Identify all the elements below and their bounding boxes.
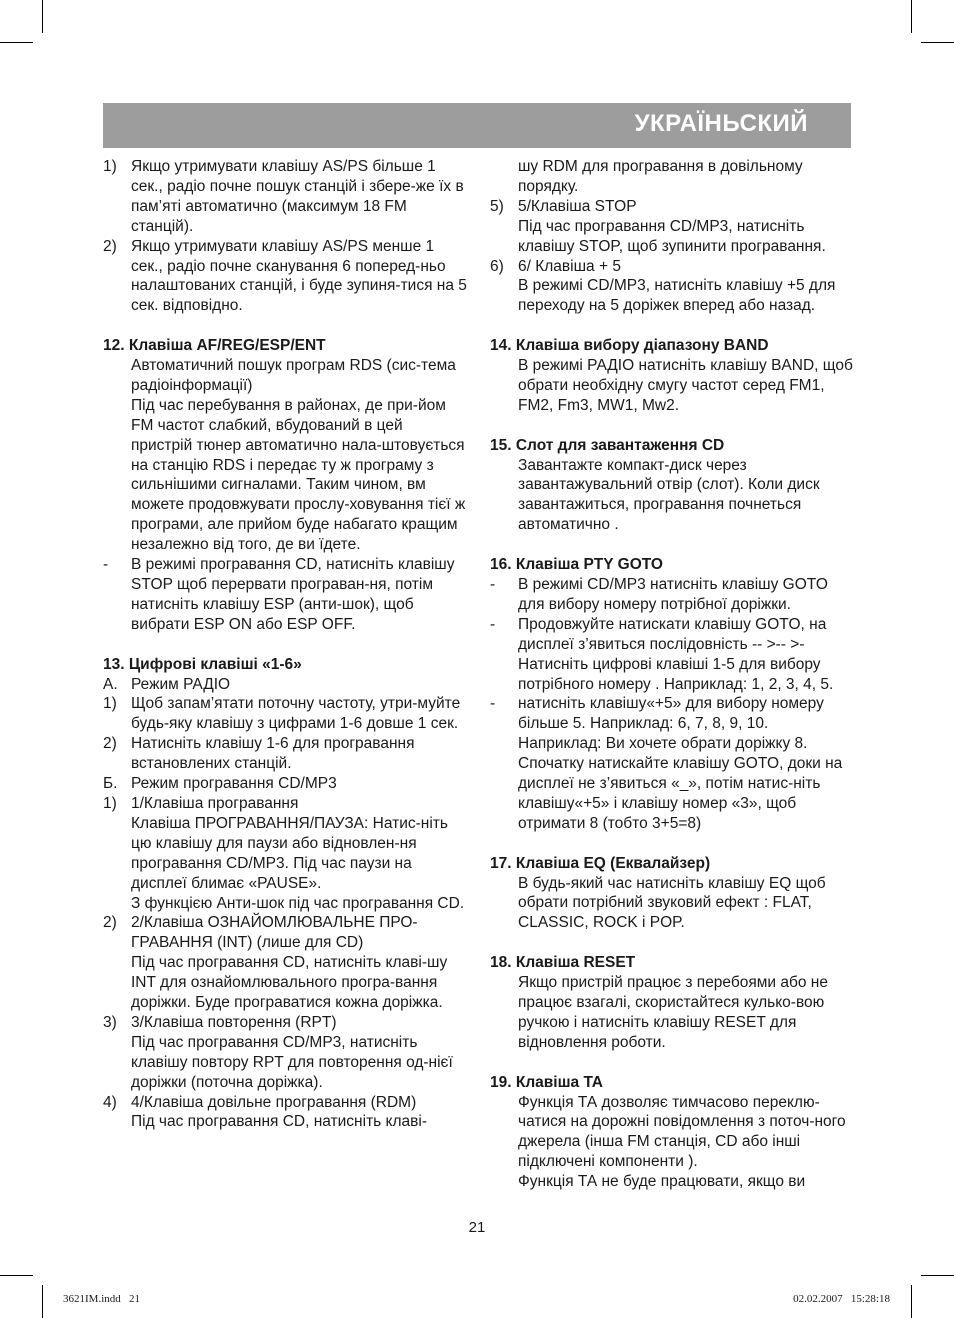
item-text: Клавіша ПРОГРАВАННЯ/ПАУЗА: Натис-ніть цю клавішу для паузи або відновлен-ня програвання CD/MP3. Під час паузи на дисплеї блимає «PAUSE». [131,814,448,892]
list-marker: - [490,615,496,633]
crop-mark [42,0,43,33]
list-marker: 1) [103,695,117,713]
crop-mark [911,1285,912,1318]
paragraph [490,157,854,197]
list-item [103,794,467,814]
list-marker: 1) [103,794,117,812]
list-item [103,157,467,237]
item-text: Функція ТА дозволяє тимчасово переклю-чатися на дорожні повідомлення з поточ-ного джерела (інша FM станція, CD або інші підключені компоненти ). [518,1093,846,1171]
right-column [490,157,854,1192]
list-marker: 2) [103,914,117,932]
item-text: Якщо утримувати клавішу AS/PS більше 1 сек., радіо почне пошук станцій і збере-же їх в пам’яті автоматично (максимум 18 FM станцій). [131,158,464,235]
paragraph [490,217,854,257]
list-item [490,197,854,217]
item-text: Режим програвання CD/MP3 [131,775,337,793]
list-item [103,694,467,734]
item-text: Автоматичний пошук програм RDS (сис-тема радіоінформації) [131,357,456,394]
list-marker: 1) [103,158,117,175]
list-item [490,615,854,695]
paragraph [490,356,854,416]
section-heading: 19. Клавіша TA [490,1073,603,1091]
item-text: 3/Клавіша повторення (RPT) [131,1013,337,1031]
paragraph [490,973,854,1053]
paragraph-gap [490,1053,854,1073]
item-text: Під час програвання CD, натисніть клаві- [131,1113,428,1131]
list-marker: - [490,575,496,593]
list-item [490,257,854,277]
item-text: 4/Клавіша довільне програвання (RDM) [131,1093,417,1111]
item-text: 1/Клавіша програвання [131,794,299,812]
list-marker: Б. [103,775,118,793]
list-marker: 3) [103,1013,117,1031]
list-item [103,237,467,317]
paragraph-gap [490,535,854,555]
item-text: Якщо утримувати клавішу AS/PS менше 1 сек., радіо почне сканування 6 поперед-ньо налаштованих станцій, і буде зупиня-тися на 5 сек. відповідно. [131,237,467,315]
list-marker: - [490,695,496,713]
page-number: 21 [468,1219,486,1236]
section-heading: 15. Слот для завантаження CD [490,436,725,454]
paragraph [490,1172,854,1192]
paragraph-gap [490,933,854,953]
list-item [103,675,467,695]
footer-timestamp: 02.02.2007 15:28:18 [793,1293,890,1305]
item-text: 2/Клавіша ОЗНАЙОМЛЮВАЛЬНЕ ПРО-ГРАВАННЯ (INT) (лише для CD) [131,914,418,952]
list-item [103,734,467,774]
list-marker: А. [103,675,118,693]
list-marker: 2) [103,735,117,753]
list-item [103,555,467,635]
left-column [103,157,467,1132]
list-marker: 6) [490,257,504,275]
item-text: Під час перебування в районах, де при-йом FM частот слабкий, вбудований в цей пристрій тюнер автоматично нала-штовується на станцію RDS і передає ту ж програму з сильнішими сигналами. Таким чином, вм можете продовжувати прослу-ховування тієї ж програми, але прийом буде набагато кращим незалежно від того, де ви їдете. [131,396,466,554]
section-heading: 12. Клавіша AF/REG/ESP/ENT [103,337,326,355]
paragraph [103,814,467,894]
section-heading: 13. Цифрові клавіші «1-6» [103,655,302,673]
item-text: В режимі програвання CD, натисніть клавішу STOP щоб перервати програван-ня, потім натисніть клавішу ESP (анти-шок), щоб вибрати ESP ON або ESP OFF. [131,556,455,633]
item-text: шу RDM для програвання в довільному порядку. [518,158,803,195]
item-text: Завантажте компакт-диск через завантажувальний отвір (слот). Коли диск завантажиться, програвання почнеться автоматично . [518,456,820,534]
crop-mark [921,1275,954,1276]
paragraph-gap [490,834,854,854]
paragraph [103,953,467,1013]
item-text: Якщо пристрій працює з перебоями або не працює взагалі, скористайтеся кулько-вою ручкою і натисніть клавішу RESET для відновлення роботи. [518,974,828,1051]
language-header-bar [103,103,851,148]
footer-file-info: 3621IM.indd 21 [63,1293,140,1305]
list-item [103,1093,467,1113]
paragraph [103,1112,467,1132]
item-text: В режимі РАДІО натисніть клавішу BAND, щоб обрати необхідну смугу частот серед FM1, FM2, Fm3, MW1, Mw2. [518,357,853,414]
crop-mark [911,0,912,33]
crop-mark [921,42,954,43]
item-text: Функція ТА не буде працювати, якщо ви [518,1173,806,1191]
paragraph [103,894,467,914]
item-text: З функцією Анти-шок під час програвання CD. [131,894,465,912]
list-item [490,575,854,615]
crop-mark [42,1285,43,1318]
crop-mark [0,1275,33,1276]
item-text: Режим РАДІО [131,675,231,693]
item-text: натисніть клавішу«+5» для вибору номеру більше 5. Наприклад: 6, 7, 8, 9, 10. Наприклад: Ви хочете обрати доріжку 8. Спочатку натискайте клавішу GOTO, доки на дисплеї не з’явиться «_», потім натис-ніть клавішу«+5» і клавішу номер «3», щоб отримати 8 (тобто 3+5=8) [518,695,843,832]
section-heading: 17. Клавіша EQ (Еквалайзер) [490,854,711,872]
paragraph-gap [490,316,854,336]
paragraph-gap [103,635,467,655]
list-item [103,1013,467,1033]
paragraph-gap [490,416,854,436]
item-text: Щоб запам’ятати поточну частоту, утри-муйте будь-яку клавішу з цифрами 1-6 довше 1 сек. [131,695,461,733]
item-text: Під час програвання CD/MP3, натисніть клавішу повтору RPT для повторення од-нієї доріжки (поточна доріжка). [131,1033,453,1091]
section-heading: 16. Клавіша PTY GOTO [490,556,663,574]
list-marker: - [103,556,109,574]
paragraph [103,1033,467,1093]
item-text: Продовжуйте натискати клавішу GOTO, на дисплеї з’явиться послідовність -- >-- >- Натисніть цифрові клавіші 1-5 для вибору потрібного номеру . Наприклад: 1, 2, 3, 4, 5. [518,615,834,693]
paragraph [490,1093,854,1173]
paragraph [103,356,467,396]
crop-mark [0,42,33,43]
section-heading: 18. Клавіша RESET [490,954,636,972]
list-item [103,774,467,794]
item-text: 6/ Клавіша + 5 [518,257,621,275]
section-heading: 14. Клавіша вибору діапазону BAND [490,337,769,355]
item-text: В будь-який час натисніть клавішу EQ щоб обрати потрібний звуковий ефект : FLAT, CLASSIC, ROCK і POP. [518,874,826,932]
item-text: 5/Клавіша STOP [518,197,637,215]
item-text: Під час програвання CD/MP3, натисніть клавішу STOP, щоб зупинити програвання. [518,217,826,255]
list-marker: 5) [490,197,504,215]
list-marker: 4) [103,1093,117,1111]
item-text: В режимі CD/MP3 натисніть клавішу GOTO для вибору номеру потрібної доріжки. [518,575,828,613]
item-text: Під час програвання CD, натисніть клаві-шу INT для ознайомлювального програ-вання доріжки. Буде програватися кожна доріжка. [131,954,448,1012]
language-title: УКРАЇНЬСКИЙ [634,110,808,137]
list-item [490,694,854,833]
paragraph [490,276,854,316]
paragraph-gap [103,316,467,336]
list-marker: 2) [103,237,117,255]
item-text: Натисніть клавішу 1-6 для програвання встановлених станцій. [131,735,415,773]
list-item [103,913,467,953]
paragraph [490,874,854,934]
paragraph [103,396,467,555]
paragraph [490,456,854,536]
item-text: В режимі CD/MP3, натисніть клавішу +5 для переходу на 5 доріжек вперед або назад. [518,277,836,315]
